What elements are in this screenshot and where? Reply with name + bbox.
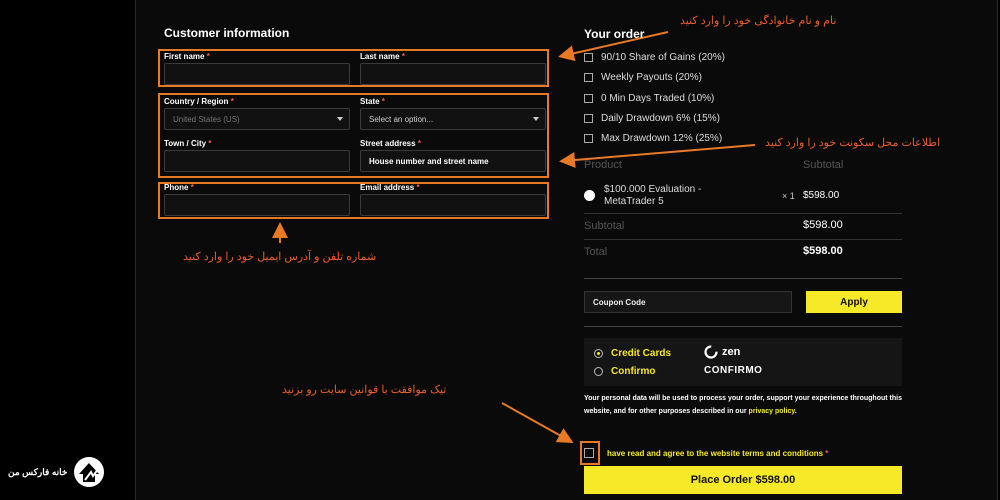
last-name-label: Last name * — [360, 52, 405, 61]
order-title: Your order — [584, 27, 645, 41]
item-qty: × 1 — [782, 191, 795, 201]
zen-logo: zen — [704, 345, 740, 359]
place-order-button[interactable]: Place Order $598.00 — [584, 466, 902, 494]
radio-unselected[interactable] — [594, 367, 603, 376]
customer-info-title: Customer information — [164, 26, 290, 40]
divider — [584, 239, 902, 240]
privacy-policy-link[interactable]: privacy policy — [748, 408, 795, 415]
subtotal-value: $598.00 — [803, 219, 843, 231]
order-option[interactable]: 0 Min Days Traded (10%) — [584, 93, 714, 104]
country-label: Country / Region * — [164, 97, 234, 106]
town-label: Town / City * — [164, 139, 212, 148]
privacy-notice: Your personal data will be used to process your order, support your experience throughout this website, and for other purposes described in our privacy policy. — [584, 395, 902, 415]
phone-label: Phone * — [164, 183, 194, 192]
brand-icon — [71, 454, 107, 490]
confirmo-logo: CONFIRMO — [704, 365, 763, 376]
first-name-label: First name * — [164, 52, 210, 61]
checkbox[interactable] — [584, 53, 593, 62]
payment-confirmo[interactable]: Confirmo — [594, 366, 655, 377]
brand-logo: خانه فارکس من — [8, 454, 107, 490]
country-value: United States (US) — [173, 114, 240, 124]
email-label: Email address * — [360, 183, 420, 192]
state-label: State * — [360, 97, 385, 106]
total-value: $598.00 — [803, 245, 843, 257]
total-label: Total — [584, 246, 608, 258]
checkbox[interactable] — [584, 134, 593, 143]
item-name: $100.000 Evaluation - MetaTrader 5 — [604, 184, 702, 207]
street-placeholder: House number and street name — [369, 156, 489, 166]
product-icon — [584, 190, 595, 201]
order-option[interactable]: Max Drawdown 12% (25%) — [584, 133, 722, 144]
subtotal-header: Subtotal — [803, 159, 844, 171]
payment-credit-card[interactable]: Credit Cards — [594, 348, 671, 359]
apply-button[interactable]: Apply — [806, 291, 902, 313]
subtotal-label: Subtotal — [584, 220, 625, 232]
radio-selected[interactable] — [594, 349, 603, 358]
checkbox[interactable] — [584, 73, 593, 82]
terms-annotation: تیک موافقت با قوانین سایت رو بزنید — [282, 384, 447, 396]
order-option[interactable]: Weekly Payouts (20%) — [584, 72, 702, 83]
order-option[interactable]: 90/10 Share of Gains (20%) — [584, 52, 725, 63]
divider — [584, 326, 902, 327]
divider — [584, 213, 902, 214]
terms-label: have read and agree to the website terms and conditions * — [607, 449, 829, 458]
name-annotation: نام و نام خانوادگی خود را وارد کنید — [680, 15, 837, 27]
zen-logo-icon — [704, 345, 718, 359]
state-value: Select an option... — [369, 114, 434, 124]
product-header: Product — [584, 159, 622, 171]
coupon-input[interactable]: Coupon Code — [584, 291, 792, 313]
order-option[interactable]: Daily Drawdown 6% (15%) — [584, 113, 720, 124]
checkbox[interactable] — [584, 94, 593, 103]
street-label: Street address * — [360, 139, 421, 148]
terms-arrow — [502, 403, 570, 441]
item-price: $598.00 — [803, 190, 840, 201]
contact-annotation: شماره تلفن و آدرس ایمیل خود را وارد کنید — [183, 251, 377, 263]
checkbox[interactable] — [584, 114, 593, 123]
terms-checkbox[interactable] — [584, 448, 594, 458]
address-annotation: اطلاعات محل سکونت خود را وارد کنید — [765, 137, 941, 149]
divider — [584, 278, 902, 279]
payment-methods — [584, 338, 902, 386]
